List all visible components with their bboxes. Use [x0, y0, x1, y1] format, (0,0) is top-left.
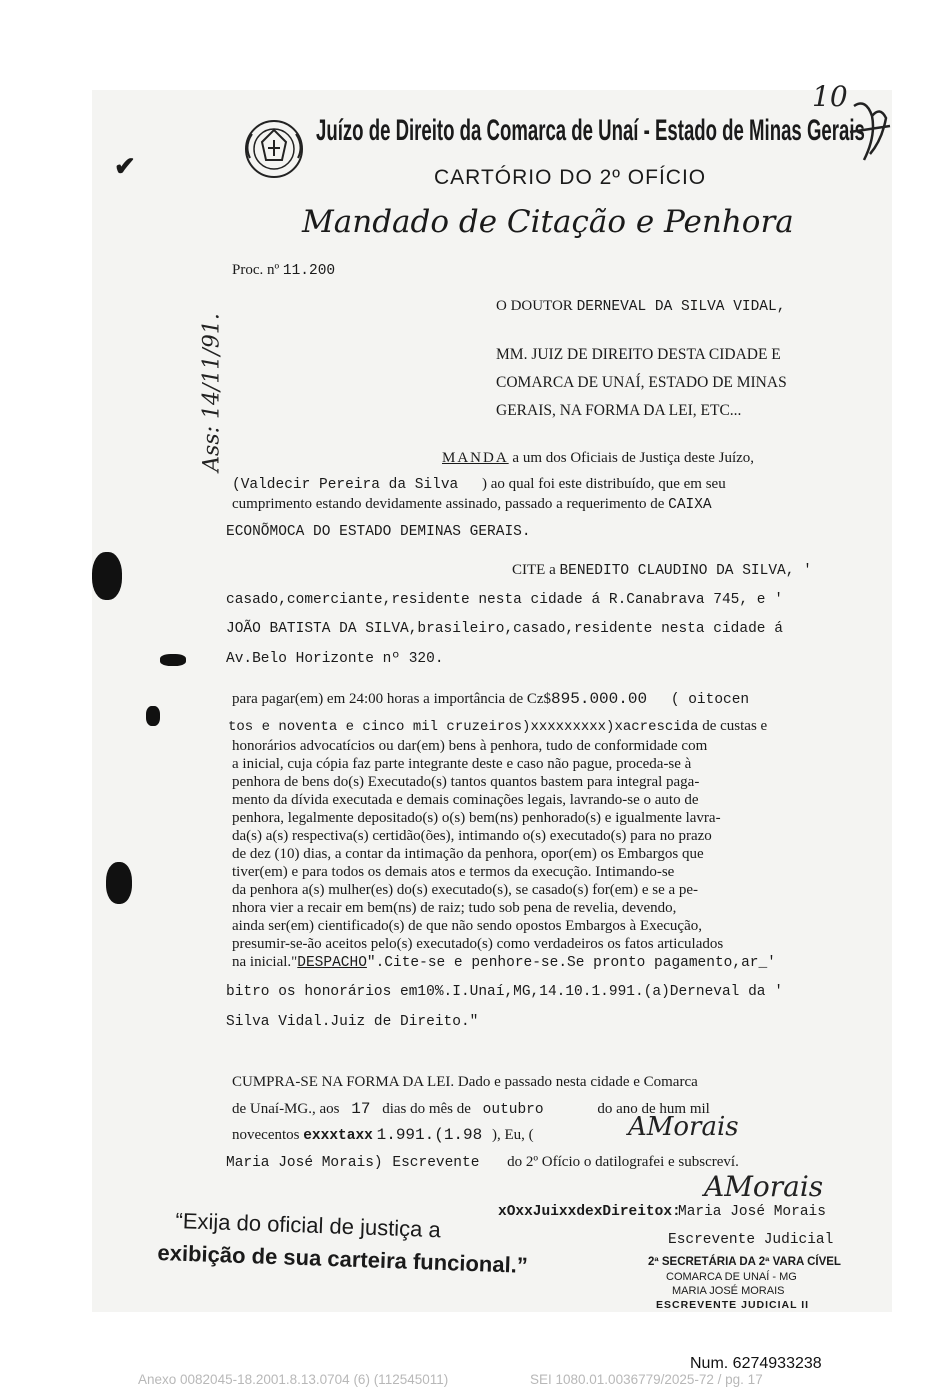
cite-line-2: casado,comerciante,residente nesta cidade á R.Canabrava 745, e ': [226, 592, 783, 608]
cite-line-1: [512, 562, 812, 579]
office-stamp-line-1: 2ª SECRETÁRIA DA 2ª VARA CÍVEL: [648, 1256, 841, 1268]
requerente-part-2: ECONÕMOCA DO ESTADO DEMINAS GERAIS.: [226, 524, 531, 540]
body-line-11: ainda ser(em) cientificado(s) de que não sendo opostos Embargos à Execução,: [232, 918, 702, 934]
body-line-8: tiver(em) e para todos os demais atos e termos da execução. Intimando-se: [232, 864, 675, 880]
warning-stamp-line-2: exibição de sua carteira funcional.”: [157, 1240, 529, 1278]
signer-name: Maria José Morais: [678, 1204, 826, 1220]
closing-line-3: [232, 1126, 534, 1144]
amount-words-start: ( oitocen: [670, 692, 750, 708]
office-stamp-line-3: MARIA JOSÉ MORAIS: [672, 1285, 785, 1297]
judge-line-2: COMARCA DE UNAÍ, ESTADO DE MINAS: [496, 374, 787, 391]
margin-note: Ass: 14/11/91.: [199, 313, 225, 472]
closing-year-pre: novecentos: [232, 1127, 300, 1143]
struck-judge-label: xOxxJuixxdexDireitox:: [498, 1204, 681, 1220]
office-stamp-line-4: ESCREVENTE JUDICIAL II: [656, 1299, 810, 1311]
warning-stamp-line-1: “Exija do oficial de justiça a: [175, 1208, 442, 1243]
punch-hole-1: [92, 552, 122, 600]
cite-line-3: JOÃO BATISTA DA SILVA,brasileiro,casado,residente nesta cidade á: [226, 621, 783, 637]
page-number-mark: 10: [812, 80, 848, 113]
judge-name: DERNEVAL DA SILVA VIDAL,: [576, 299, 786, 315]
closing-struck: exxxtaxx: [303, 1128, 373, 1144]
pay-line: [232, 690, 749, 708]
judge-prefix: O DOUTOR: [496, 298, 573, 314]
officer-name: (Valdecir Pereira da Silva: [232, 477, 459, 493]
manda-line-2-rest: ) ao qual foi este distribuído, que em seu: [482, 476, 726, 492]
manda-line-2: [232, 476, 726, 493]
cite-line-4: Av.Belo Horizonte nº 320.: [226, 651, 444, 667]
signer-role: Escrevente Judicial: [668, 1232, 834, 1248]
pay-text: para pagar(em) em 24:00 horas a importância de Cz$: [232, 691, 552, 707]
cite-defendant-1: BENEDITO CLAUDINO DA SILVA, ': [559, 563, 812, 579]
punch-hole-4: [106, 862, 132, 904]
document-type: Mandado de Citação e Penhora: [302, 204, 794, 240]
judge-line-3: GERAIS, NA FORMA DA LEI, ETC...: [496, 402, 742, 419]
body-line-4: mento da dívida executada e demais cominações legais, lavrando-se o auto de: [232, 792, 699, 808]
closing-month: outubro: [482, 1102, 544, 1118]
body-line-6: da(s) a(s) respectiva(s) certidão(ões), intimando o(s) executado(s) para no prazo: [232, 828, 712, 844]
closing-date-pre: de Unaí-MG., aos: [232, 1101, 340, 1117]
process-number: [232, 262, 335, 279]
clerk-role-typed: Escrevente: [392, 1155, 480, 1171]
amount-words-rest: de custas e: [702, 718, 768, 734]
process-label: Proc. nº: [232, 262, 280, 278]
cite-word: CITE a: [512, 562, 556, 578]
despacho-rest: ".Cite-se e penhore-se.Se pronto pagamento,ar_': [366, 955, 776, 971]
despacho-pre: na inicial.": [232, 954, 298, 970]
punch-hole-2: [160, 654, 186, 666]
initials-mark-icon: [846, 96, 892, 166]
punch-hole-3: [146, 706, 160, 726]
signature-2: AMorais: [704, 1170, 824, 1203]
amount-value: 895.000.00: [551, 690, 648, 708]
manda-line-3-text: cumprimento estando devidamente assinado, passado a requerimento de: [232, 496, 665, 512]
judge-line-1: MM. JUIZ DE DIREITO DESTA CIDADE E: [496, 346, 781, 363]
closing-day: 17: [351, 1100, 371, 1118]
body-line-12: presumir-se-ão aceitos pelo(s) executado(s) como verdadeiros os fatos articulados: [232, 936, 724, 952]
despacho-line-3: Silva Vidal.Juiz de Direito.": [226, 1014, 479, 1030]
body-line-5: penhora, legalmente depositado(s) o(s) bem(ns) penhorado(s) e igualmente lavra-: [232, 810, 721, 826]
office-stamp-line-2: COMARCA DE UNAÍ - MG: [666, 1271, 797, 1283]
closing-year: 1.991.(1.98: [376, 1126, 483, 1144]
manda-line-1: [442, 450, 754, 467]
body-line-7: de dez (10) dias, a contar da intimação da penhora, opor(em) os Embargos que: [232, 846, 704, 862]
amount-words-typed: tos e noventa e cinco mil cruzeiros)xxxxxxxxx)xacrescida: [228, 719, 699, 735]
closing-date-end: do ano de hum mil: [597, 1101, 710, 1117]
body-line-3: penhora de bens do(s) Executado(s) tantos quantos bastem para integral paga-: [232, 774, 700, 790]
despacho-line-2: bitro os honorários em10%.I.Unaí,MG,14.10.1.991.(a)Derneval da ': [226, 984, 783, 1000]
closing-year-mid: ), Eu, (: [491, 1127, 534, 1143]
manda-word: MANDA: [442, 450, 509, 466]
body-line-9: da penhora a(s) mulher(es) do(s) executado(s), se casado(s) for(em) e se a pe-: [232, 882, 699, 898]
manda-rest: a um dos Oficiais de Justiça deste Juízo,: [512, 450, 755, 466]
closing-date-mid: dias do mês de: [382, 1101, 471, 1117]
amount-words-line: [228, 718, 767, 735]
despacho-line: [232, 954, 776, 971]
body-line-2: a inicial, cuja cópia faz parte integrante deste e caso não pague, proceda-se à: [232, 756, 692, 772]
body-line-10: nhora vier a recair em bem(ns) de raiz; tudo sob pena de revelia, devendo,: [232, 900, 677, 916]
closing-line-4-end: do 2º Ofício o datilografei e subscreví.: [507, 1154, 739, 1170]
signature-1: AMorais: [628, 1112, 739, 1142]
office-name: CARTÓRIO DO 2º OFÍCIO: [434, 166, 707, 189]
manda-line-3: [232, 496, 712, 513]
closing-line-4: [226, 1154, 739, 1171]
document-number: Num. 6274933238: [690, 1355, 822, 1372]
annex-reference: Anexo 0082045-18.2001.8.13.0704 (6) (112545011): [138, 1372, 449, 1387]
despacho-word: DESPACHO: [297, 955, 367, 971]
sei-reference: SEI 1080.01.0036779/2025-72 / pg. 17: [530, 1372, 763, 1387]
judge-line: [496, 298, 785, 315]
check-mark: ✔: [114, 152, 136, 181]
body-line-1: honorários advocatícios ou dar(em) bens à penhora, tudo de conformidade com: [232, 738, 708, 754]
process-value: 11.200: [282, 263, 336, 279]
court-title: Juízo de Direito da Comarca de Unaí - Estado de Minas Gerais: [316, 114, 865, 147]
requerente-part-1: CAIXA: [668, 497, 712, 513]
coat-of-arms-icon: [240, 118, 308, 180]
closing-line-1: CUMPRA-SE NA FORMA DA LEI. Dado e passado nesta cidade e Comarca: [232, 1074, 698, 1090]
clerk-name-typed: Maria José Morais): [226, 1155, 383, 1171]
